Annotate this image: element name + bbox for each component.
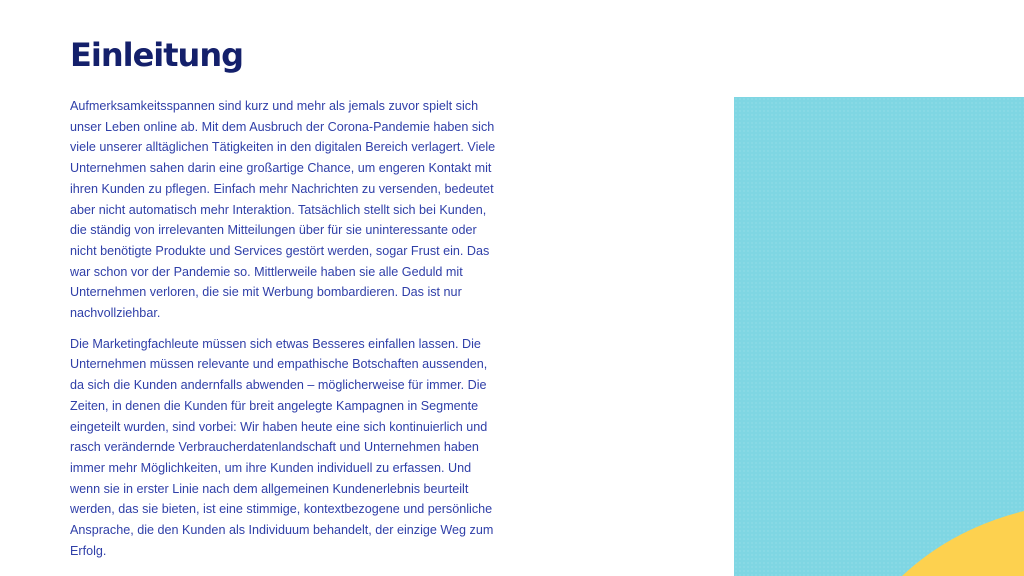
decorative-shapes-svg	[734, 97, 1024, 576]
paragraph-2: Die Marketingfachleute müssen sich etwas Besseres einfallen lassen. Die Unternehmen müssen relevante und empathische Botschaften aussenden, da sich die Kunden andernfalls abwenden – möglicherweise für immer. Die Zeiten, in denen die Kunden für breit angelegte Kampagnen in Segmente eingeteilt wurden, sind vorbei: Wir haben heute eine sich kontinuierlich und rasch verändernde Verbraucherdatenlandschaft und Unternehmen haben immer mehr Möglichkeiten, um ihre Kunden individuell zu erfassen. Und wenn sie in erster Linie nach dem allgemeinen Kundenerlebnis beurteilt werden, das sie bieten, ist eine stimmige, kontextbezogene und persönliche Ansprache, die den Kunden als Individuum behandelt, der einzige Weg zum Erfolg.	[70, 336, 494, 558]
page-title: Einleitung	[70, 36, 244, 74]
paragraph-1: Aufmerksamkeitsspannen sind kurz und mehr als jemals zuvor spielt sich unser Leben online ab. Mit dem Ausbruch der Corona-Pandemie haben sich viele unserer alltäglichen Tätigkeiten in den digitalen Bereich verlagert. Viele Unternehmen sahen darin eine großartige Chance, um engeren Kontakt mit ihren Kunden zu pflegen. Einfach mehr Nachrichten zu versenden, bedeutet aber nicht automatisch mehr Interaktion. Tatsächlich stellt sich bei Kunden, die ständig von irrelevanten Mitteilungen über für sie uninteressante oder nicht benötigte Produkte und Services gestört werden, sogar Frust ein. Das war schon vor der Pandemie so. Mittlerweile haben sie alle Geduld mit Unternehmen verloren, die sie mit Werbung bombardieren. Das ist nur nachvollziehbar.	[70, 99, 496, 321]
body-text	[70, 96, 502, 571]
dot-texture	[734, 97, 1024, 576]
decorative-graphic	[734, 97, 1024, 576]
